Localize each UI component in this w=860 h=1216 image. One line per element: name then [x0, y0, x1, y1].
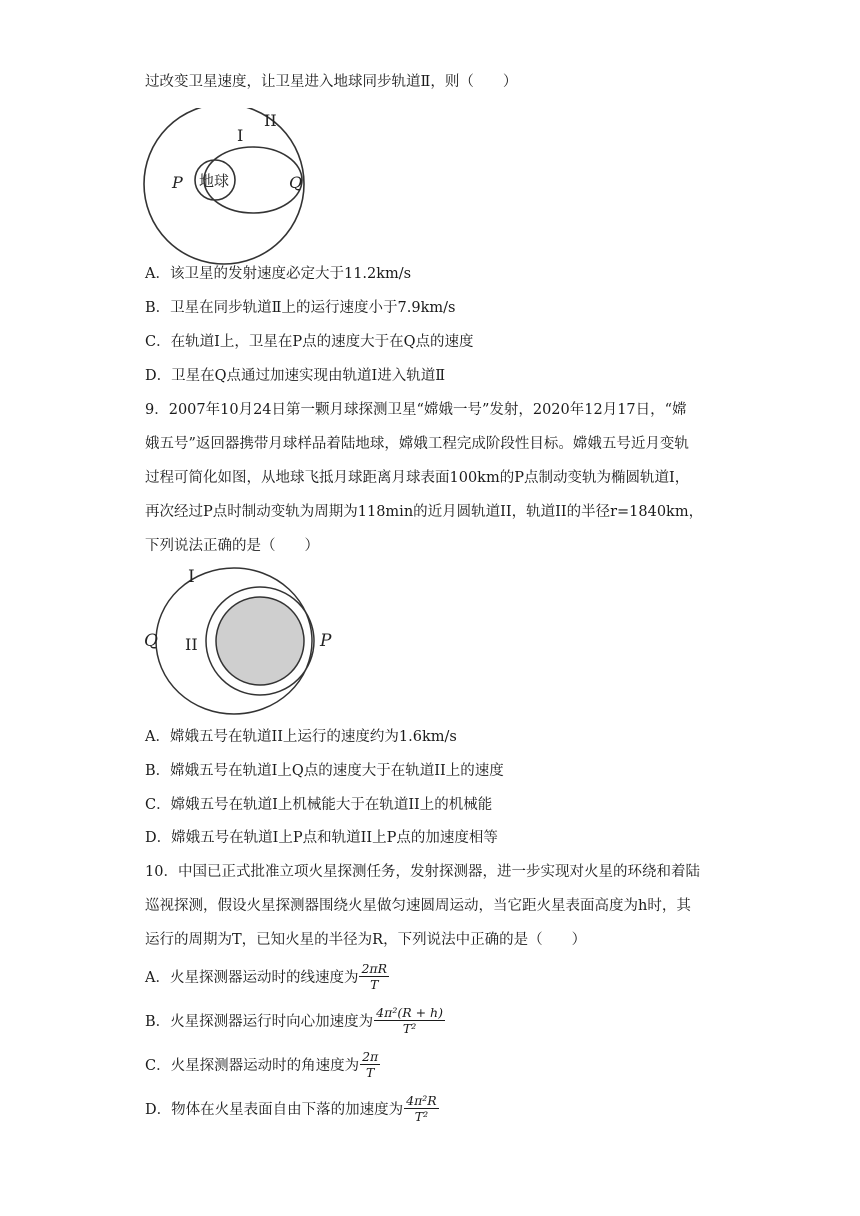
q10-stem-line: 运行的周期为T，已知火星的半径为R，下列说法中正确的是（ ）	[145, 932, 587, 948]
q9-option-b: B．嫦娥五号在轨道I上Q点的速度大于在轨道II上的速度	[145, 763, 504, 779]
fraction-denominator: T²	[414, 1109, 429, 1124]
q10-option-c-text: C．火星探测器运动时的角速度为	[145, 1058, 360, 1074]
fraction-numerator: 4π²R	[406, 1093, 437, 1108]
q9-moon-disk	[216, 597, 304, 685]
q8-option-a: A．该卫星的发射速度必定大于11.2km/s	[145, 266, 412, 282]
q10-option-a-fraction	[359, 961, 389, 992]
q8-stem-tail: 过改变卫星速度，让卫星进入地球同步轨道Ⅱ，则（ ）	[145, 74, 518, 90]
q8-label-earth: 地球	[199, 172, 230, 190]
q9-label-Q: Q	[144, 631, 158, 651]
q9-stem-line: 娥五号”返回器携带月球样品着陆地球，嫦娥工程完成阶段性目标。嫦娥五号近月变轨	[145, 436, 689, 452]
q9-stem	[145, 393, 715, 563]
fraction-denominator: T	[366, 1065, 375, 1080]
q9-option-c: C．嫦娥五号在轨道I上机械能大于在轨道II上的机械能	[145, 797, 493, 813]
q9-stem-line: 过程可简化如图，从地球飞抵月球距离月球表面100km的P点制动变轨为椭圆轨道I，	[145, 470, 690, 486]
q10-option-c	[145, 1049, 380, 1080]
q8-orbit-figure	[140, 108, 310, 278]
q10-stem	[145, 855, 715, 957]
fraction-numerator: 2π	[362, 1049, 379, 1064]
q8-label-I: I	[237, 126, 244, 145]
fraction-denominator: T²	[402, 1021, 417, 1036]
q8-label-Q: Q	[289, 173, 303, 192]
q9-stem-line: 9．2007年10月24日第一颗月球探测卫星“嫦娥一号”发射，2020年12月17日，“嫦	[145, 402, 687, 418]
q10-stem-line: 10．中国已正式批准立项火星探测任务，发射探测器，进一步实现对火星的环绕和着陆	[145, 864, 700, 880]
q8-option-b: B．卫星在同步轨道Ⅱ上的运行速度小于7.9km/s	[145, 300, 456, 316]
q10-option-d-text: D．物体在火星表面自由下落的加速度为	[145, 1102, 404, 1118]
q8-label-II: II	[264, 111, 277, 130]
q9-option-d: D．嫦娥五号在轨道I上P点和轨道II上P点的加速度相等	[145, 830, 498, 846]
q10-option-a	[145, 961, 389, 992]
q9-stem-line: 下列说法正确的是（ ）	[145, 538, 319, 554]
q8-option-d: D．卫星在Q点通过加速实现由轨道Ⅰ进入轨道Ⅱ	[145, 368, 446, 384]
q10-option-d	[145, 1093, 439, 1124]
q10-option-a-text: A．火星探测器运动时的线速度为	[145, 970, 359, 986]
q10-option-c-fraction	[360, 1049, 380, 1080]
q8-option-c: C．在轨道Ⅰ上，卫星在P点的速度大于在Q点的速度	[145, 334, 474, 350]
q10-option-d-fraction	[404, 1093, 439, 1124]
q10-option-b-fraction	[374, 1005, 445, 1036]
q8-label-P: P	[172, 173, 183, 192]
q10-option-b	[145, 1005, 445, 1036]
q9-label-I: I	[188, 567, 195, 587]
fraction-numerator: 2πR	[361, 961, 388, 976]
q9-label-II: II	[185, 635, 198, 654]
q9-orbit-figure	[140, 562, 340, 717]
q9-label-P: P	[320, 631, 332, 651]
fraction-denominator: T	[370, 977, 379, 992]
q9-stem-line: 再次经过P点时制动变轨为周期为118min的近月圆轨道II，轨道II的半径r=1840km，	[145, 504, 704, 520]
q10-option-b-text: B．火星探测器运行时向心加速度为	[145, 1014, 374, 1030]
q9-option-a: A．嫦娥五号在轨道II上运行的速度约为1.6km/s	[145, 729, 457, 745]
q10-stem-line: 巡视探测，假设火星探测器围绕火星做匀速圆周运动，当它距火星表面高度为h时，其	[145, 898, 691, 914]
fraction-numerator: 4π²(R + h)	[376, 1005, 443, 1020]
